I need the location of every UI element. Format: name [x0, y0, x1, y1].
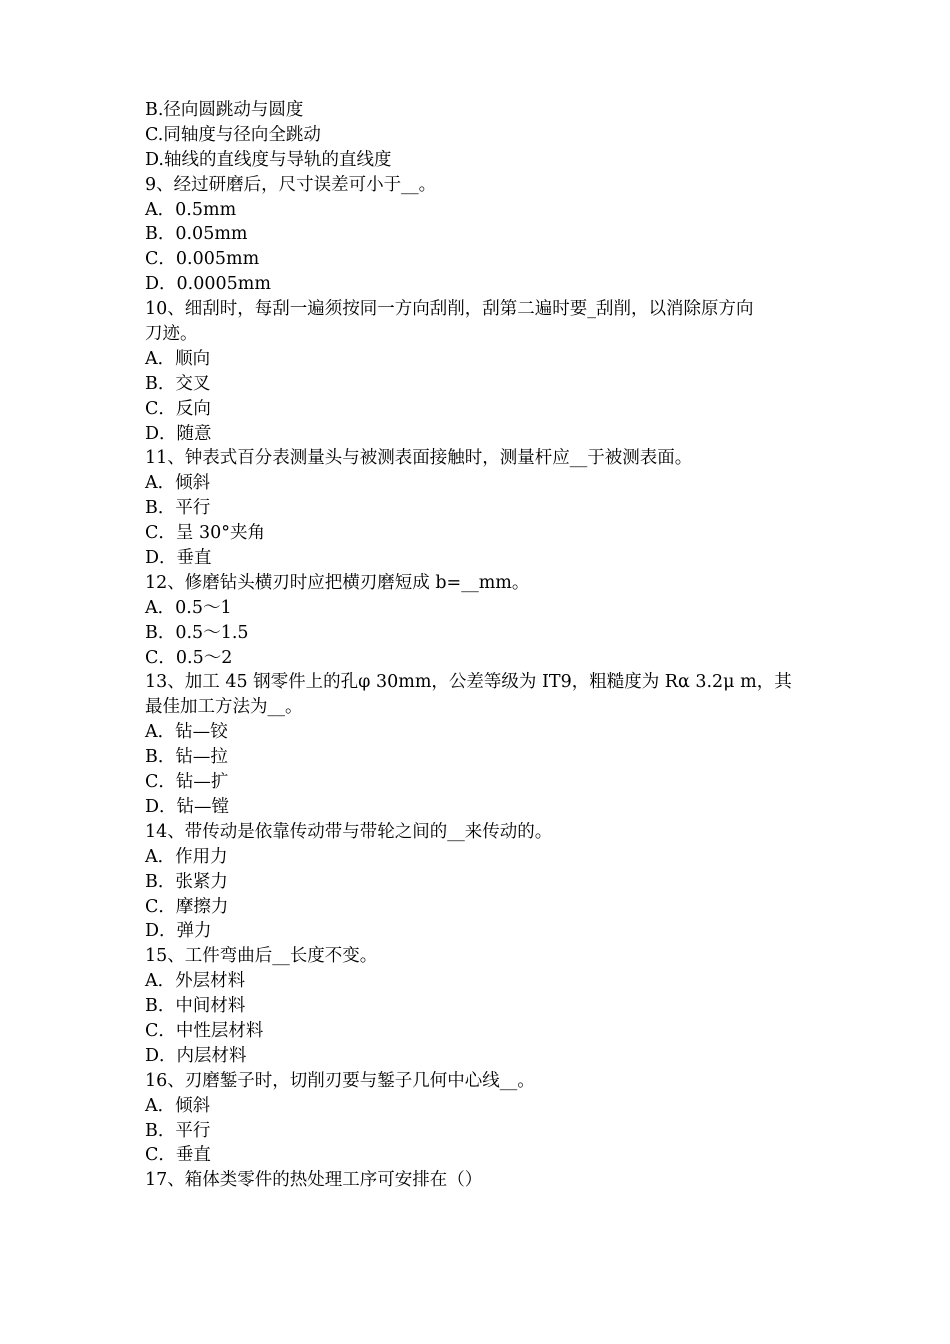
- option-line: C．中性层材料: [145, 1020, 264, 1041]
- option-line: A．顺向: [145, 348, 211, 369]
- option-line: B．交叉: [145, 373, 211, 394]
- option-line: B．中间材料: [145, 996, 246, 1017]
- question-line: 14、带传动是依靠传动带与带轮之间的__来传动的。: [145, 821, 553, 842]
- option-line: B．张紧力: [145, 871, 228, 892]
- option-line: D．钻—镗: [145, 796, 230, 817]
- option-line: D．弹力: [145, 921, 212, 942]
- question-line: 17、箱体类零件的热处理工序可安排在（）: [145, 1170, 483, 1191]
- option-line: A．外层材料: [145, 971, 246, 992]
- option-line: C．摩擦力: [145, 896, 229, 917]
- question-line-continued: 最佳加工方法为__。: [145, 697, 303, 718]
- option-line: B．钻—拉: [145, 747, 228, 768]
- question-line: 13、加工 45 钢零件上的孔φ 30mm，公差等级为 IT9，粗糙度为 Rα 3.2μ m，其: [145, 672, 792, 693]
- option-line: C．反向: [145, 398, 211, 419]
- option-line: D.轴线的直线度与导轨的直线度: [145, 149, 392, 170]
- option-line: D．垂直: [145, 548, 212, 569]
- question-line: 11、钟表式百分表测量头与被测表面接触时，测量杆应__于被测表面。: [145, 448, 693, 469]
- question-line: 16、刃磨錾子时，切削刃要与錾子几何中心线__。: [145, 1070, 535, 1091]
- question-line: 10、细刮时，每刮一遍须按同一方向刮削，刮第二遍时要_刮削，以消除原方向: [145, 299, 754, 320]
- option-line: C．0.5～2: [145, 647, 233, 668]
- option-line: C．呈 30°夹角: [145, 523, 265, 544]
- option-line: D．内层材料: [145, 1045, 247, 1066]
- question-line: 15、工件弯曲后__长度不变。: [145, 946, 378, 967]
- option-line: C．钻—扩: [145, 772, 229, 793]
- option-line: A．倾斜: [145, 473, 211, 494]
- question-line-continued: 刀迹。: [145, 324, 198, 345]
- option-line: A．钻—铰: [145, 722, 228, 743]
- option-line: C．垂直: [145, 1145, 211, 1166]
- option-line: B．平行: [145, 498, 211, 519]
- option-line: C.同轴度与径向全跳动: [145, 124, 321, 145]
- question-line: 12、修磨钻头横刃时应把横刃磨短成 b=__mm。: [145, 572, 530, 593]
- option-line: B．平行: [145, 1120, 211, 1141]
- option-line: B．0.5～1.5: [145, 622, 249, 643]
- option-line: A．0.5mm: [145, 199, 237, 220]
- option-line: D．随意: [145, 423, 212, 444]
- option-line: D．0.0005mm: [145, 274, 271, 295]
- option-line: A．作用力: [145, 846, 228, 867]
- option-line: A．0.5～1: [145, 597, 232, 618]
- option-line: B．0.05mm: [145, 224, 248, 245]
- option-line: A．倾斜: [145, 1095, 211, 1116]
- option-line: B.径向圆跳动与圆度: [145, 100, 304, 120]
- question-line: 9、经过研磨后，尺寸误差可小于__。: [145, 174, 437, 195]
- option-line: C．0.005mm: [145, 249, 260, 270]
- document-body: [145, 98, 813, 1193]
